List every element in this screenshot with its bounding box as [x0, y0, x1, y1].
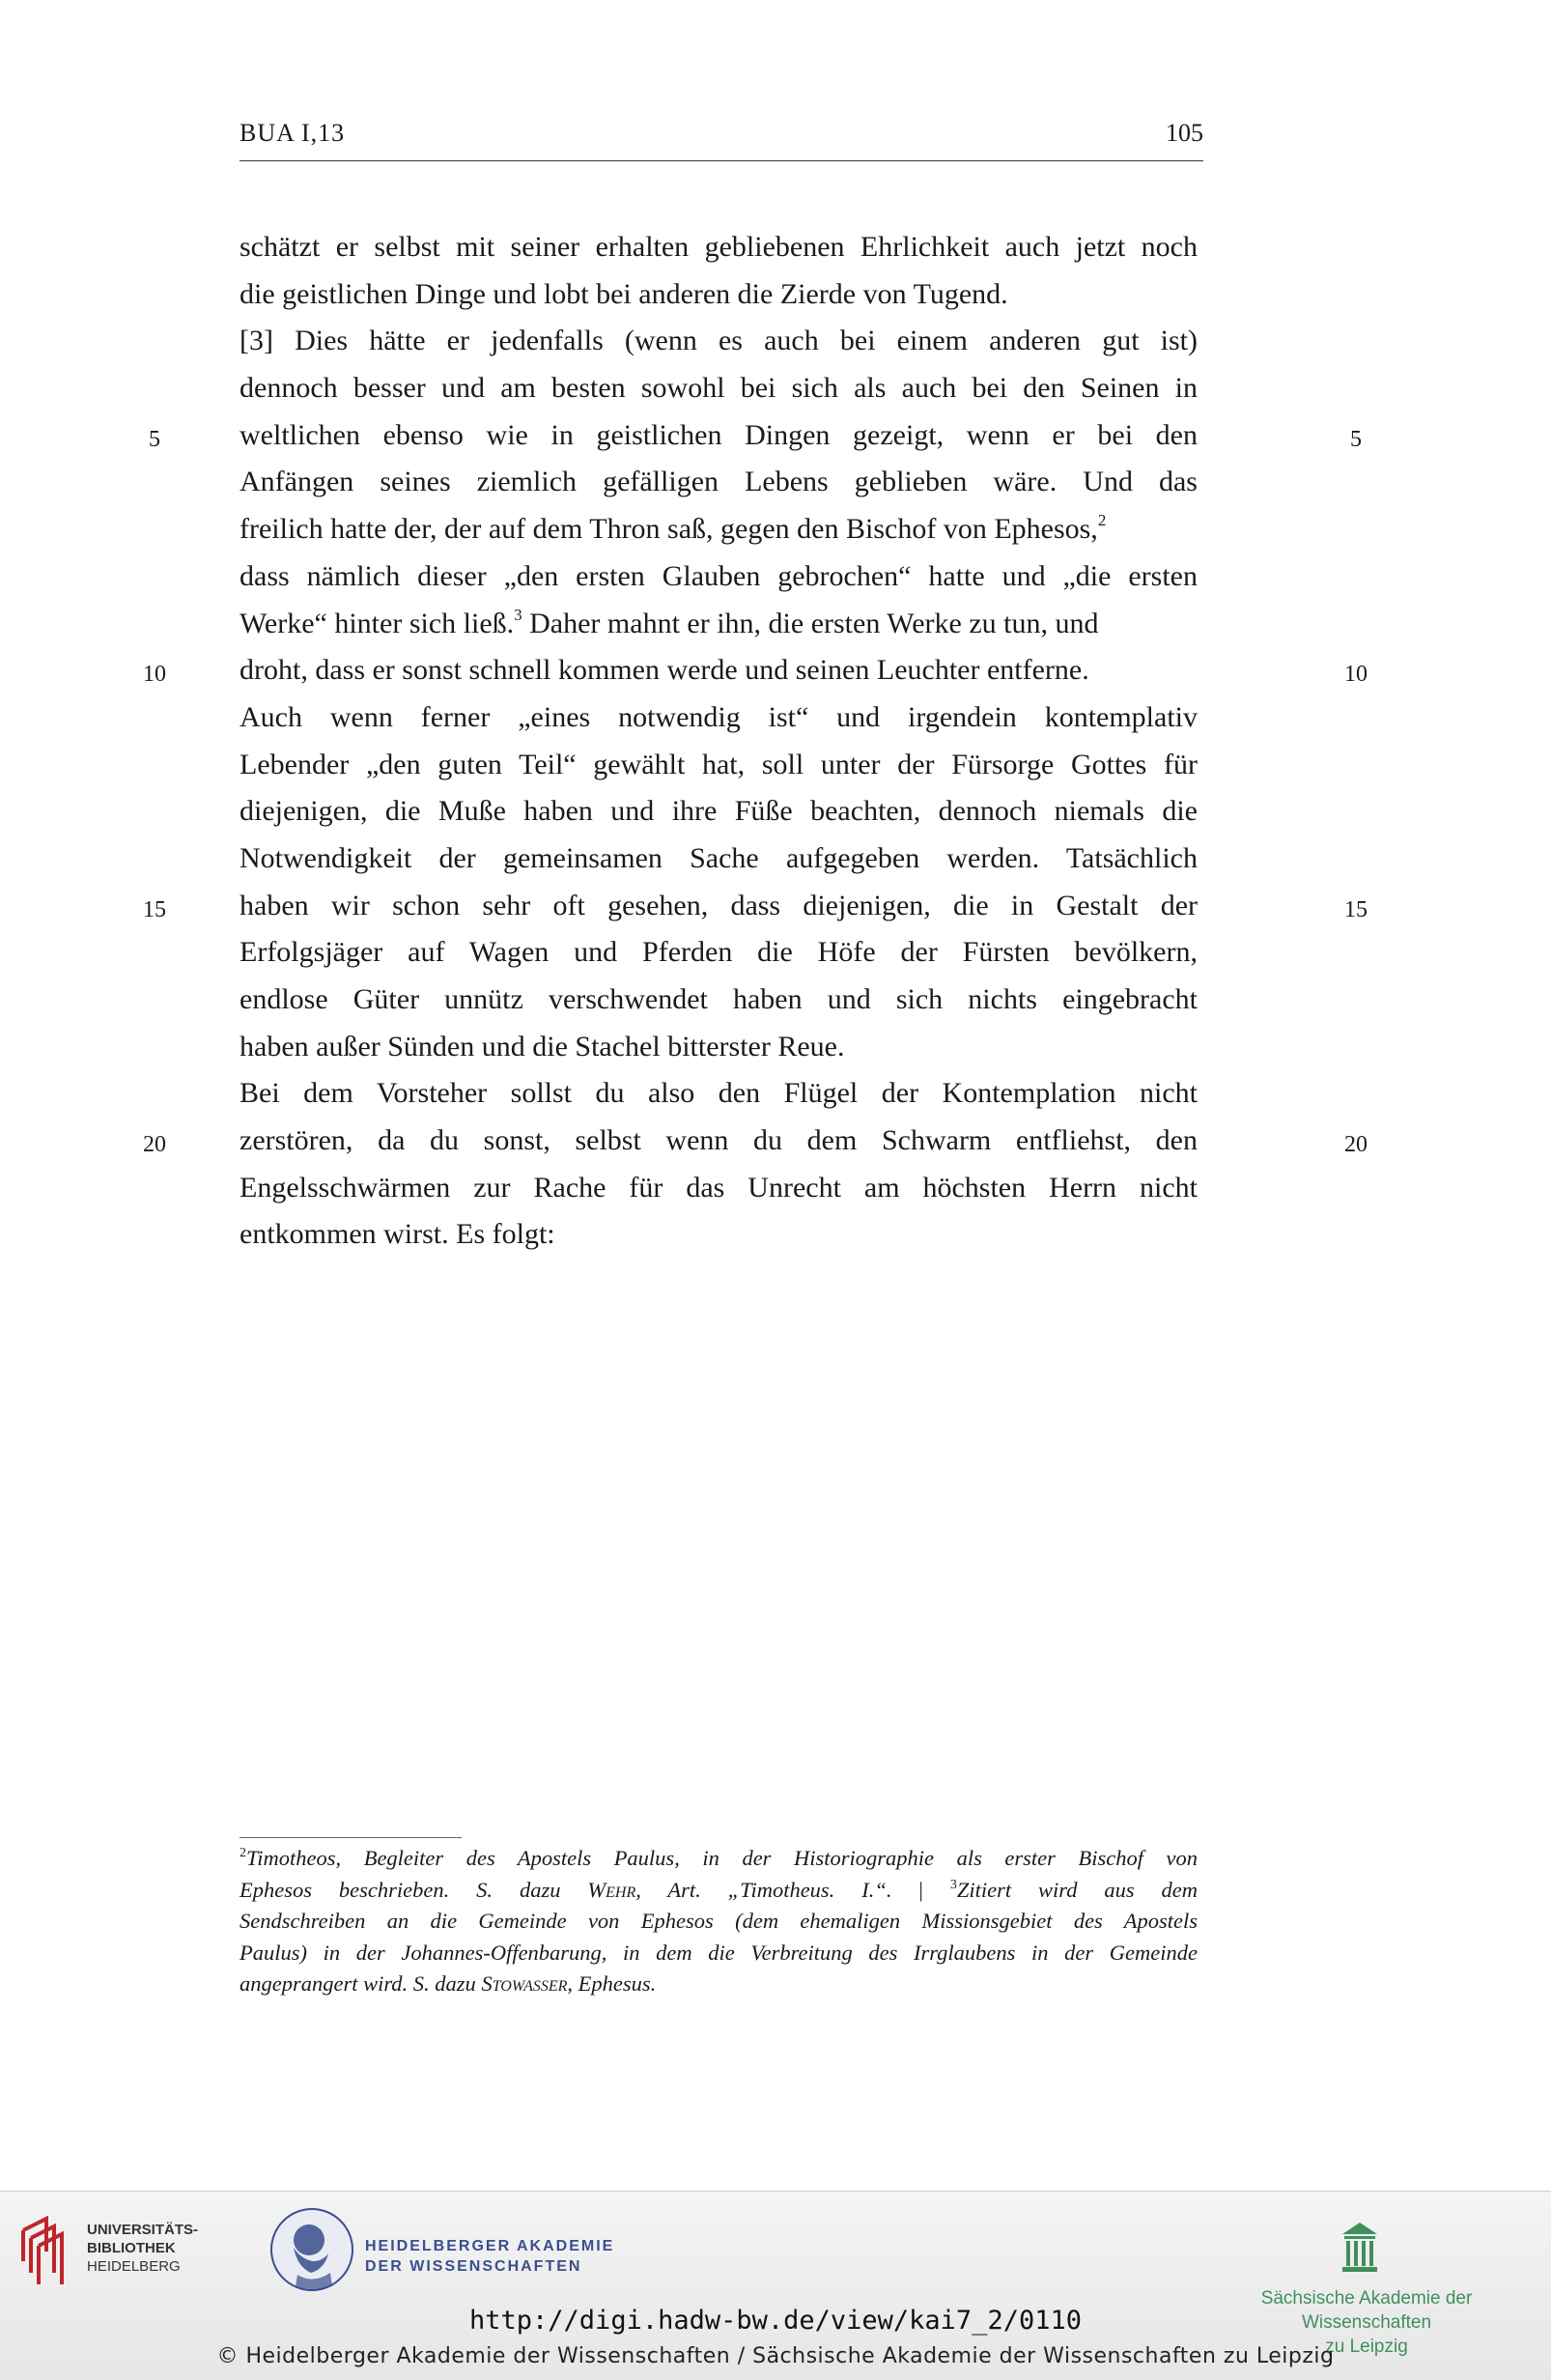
text-segment: Werke“ hinter sich ließ.: [240, 607, 515, 639]
line-number-10-right: 10: [1344, 662, 1368, 687]
hadw-logo-line: HEIDELBERGER AKADEMIE: [365, 2238, 615, 2254]
footnote-text: , Art. „Timotheus. I.“.: [635, 1877, 892, 1902]
line-number-20-left: 20: [143, 1132, 166, 1157]
text-line: die geistlichen Dinge und lobt bei anderen die Zierde von Tugend.: [240, 277, 1008, 310]
page-number: 105: [1166, 119, 1203, 147]
footnote-line: [240, 1843, 1198, 1875]
hadw-head-emblem-icon: [268, 2205, 355, 2294]
main-text: [240, 224, 1198, 1259]
footnote-author: Stowasser: [481, 1971, 568, 1996]
saw-building-icon: [1340, 2221, 1379, 2275]
footnote-line: Sendschreiben an die Gemeinde von Ephesos (dem ehemaligen Missionsgebiet des Apostels: [240, 1909, 1198, 1933]
footnote-ref-2: 2: [1097, 511, 1107, 530]
text-line: endlose Güter unnütz verschwendet haben und sich nichts eingebracht: [240, 983, 1198, 1015]
ub-logo-line: UNIVERSITÄTS-: [87, 2222, 199, 2238]
copyright-notice: © Heidelberger Akademie der Wissenschaften / Sächsische Akademie der Wissenschaften zu Leipzig: [216, 2344, 1335, 2368]
footnote-rule: [240, 1837, 462, 1838]
text-segment: Daher mahnt er ihn, die ersten Werke zu tun, und: [522, 607, 1099, 639]
text-line: weltlichen ebenso wie in geistlichen Dingen gezeigt, wenn er bei den: [240, 418, 1198, 451]
text-line: Notwendigkeit der gemeinsamen Sache aufgegeben werden. Tatsächlich: [240, 841, 1198, 874]
saw-logo-line: Sächsische Akademie der Wissenschaften: [1260, 2288, 1473, 2333]
text-line: Erfolgsjäger auf Wagen und Pferden die Höfe der Fürsten bevölkern,: [240, 936, 1198, 969]
text-line: schätzt er selbst mit seiner erhalten gebliebenen Ehrlichkeit auch jetzt noch: [240, 231, 1198, 263]
footnote-line: Paulus) in der Johannes-Offenbarung, in dem die Verbreitung des Irrglaubens in der Gemeinde: [240, 1940, 1198, 1965]
footnote-text: , Ephesus.: [567, 1971, 657, 1996]
text-line: Lebender „den guten Teil“ gewählt hat, soll unter der Fürsorge Gottes für: [240, 748, 1198, 780]
footnote-text: Timotheos, Begleiter des Apostels Paulus, in der Historiographie als erster Bischof von: [246, 1846, 1198, 1870]
footnote-number: 2: [240, 1846, 246, 1860]
text-line: haben wir schon sehr oft gesehen, dass diejenigen, die in Gestalt der: [240, 889, 1198, 921]
line-number-15-left: 15: [143, 897, 166, 922]
text-line: Anfängen seines ziemlich gefälligen Lebens geblieben wäre. Und das: [240, 466, 1198, 498]
footnote-text: Zitiert wird aus dem: [956, 1877, 1198, 1902]
line-number-5-left: 5: [149, 427, 160, 452]
line-number-20-right: 20: [1344, 1132, 1368, 1157]
ub-logo-line: BIBLIOTHEK: [87, 2240, 176, 2256]
text-line: [240, 506, 1198, 553]
ub-book-icon: [17, 2213, 79, 2290]
text-line: haben außer Sünden und die Stachel bitterster Reue.: [240, 1030, 845, 1062]
text-line: Bei dem Vorsteher sollst du also den Flügel der Kontemplation nicht: [240, 1077, 1198, 1110]
text-line: dennoch besser und am besten sowohl bei sich als auch bei den Seinen in: [240, 372, 1198, 405]
footnote-ref-3: 3: [514, 605, 522, 624]
line-number-5-right: 5: [1350, 427, 1362, 452]
text-line: zerstören, da du sonst, selbst wenn du dem Schwarm entfliehst, den: [240, 1124, 1198, 1157]
text-line: dass nämlich dieser „den ersten Glauben gebrochen“ hatte und „die ersten: [240, 559, 1198, 592]
text-segment: freilich hatte der, der auf dem Thron saß, gegen den Bischof von Ephesos,: [240, 513, 1098, 546]
line-number-10-left: 10: [143, 662, 166, 687]
footnote-text: Ephesos beschrieben. S. dazu: [240, 1877, 588, 1902]
footnotes: [240, 1843, 1198, 2000]
hadw-logo[interactable]: [268, 2205, 635, 2297]
text-line: diejenigen, die Muße haben und ihre Füße beachten, dennoch niemals die: [240, 795, 1198, 828]
digitization-banner: [0, 2191, 1551, 2380]
text-line: droht, dass er sonst schnell kommen werde und seinen Leuchter entferne.: [240, 654, 1089, 687]
footnote-line: [240, 1969, 1198, 2000]
ub-logo-line: HEIDELBERG: [87, 2258, 181, 2275]
hadw-logo-line: DER WISSENSCHAFTEN: [365, 2258, 582, 2275]
permalink-url[interactable]: http://digi.hadw-bw.de/view/kai7_2/0110: [469, 2306, 1082, 2336]
footnote-line: [240, 1875, 1198, 1907]
text-line: Auch wenn ferner „eines notwendig ist“ und irgendein kontemplativ: [240, 700, 1198, 733]
ub-heidelberg-logo[interactable]: [17, 2213, 211, 2290]
text-line: [3] Dies hätte er jedenfalls (wenn es auch bei einem anderen gut ist): [240, 325, 1198, 357]
saw-logo-line: zu Leipzig: [1325, 2337, 1408, 2357]
hadw-logo-text: [365, 2236, 614, 2277]
text-line: [240, 601, 1198, 648]
text-line: Engelsschwärmen zur Rache für das Unrecht am höchsten Herrn nicht: [240, 1171, 1198, 1204]
running-header: [240, 116, 1203, 161]
line-number-15-right: 15: [1344, 897, 1368, 922]
footnote-text: angeprangert wird. S. dazu: [240, 1971, 482, 1996]
footnote-separator: |: [918, 1877, 923, 1902]
text-line: entkommen wirst. Es folgt:: [240, 1218, 555, 1251]
ub-logo-text: [87, 2221, 198, 2276]
footnote-author: Wehr: [587, 1877, 636, 1902]
footnote-number: 3: [949, 1877, 957, 1892]
running-head-title: BUA I,13: [240, 119, 346, 147]
